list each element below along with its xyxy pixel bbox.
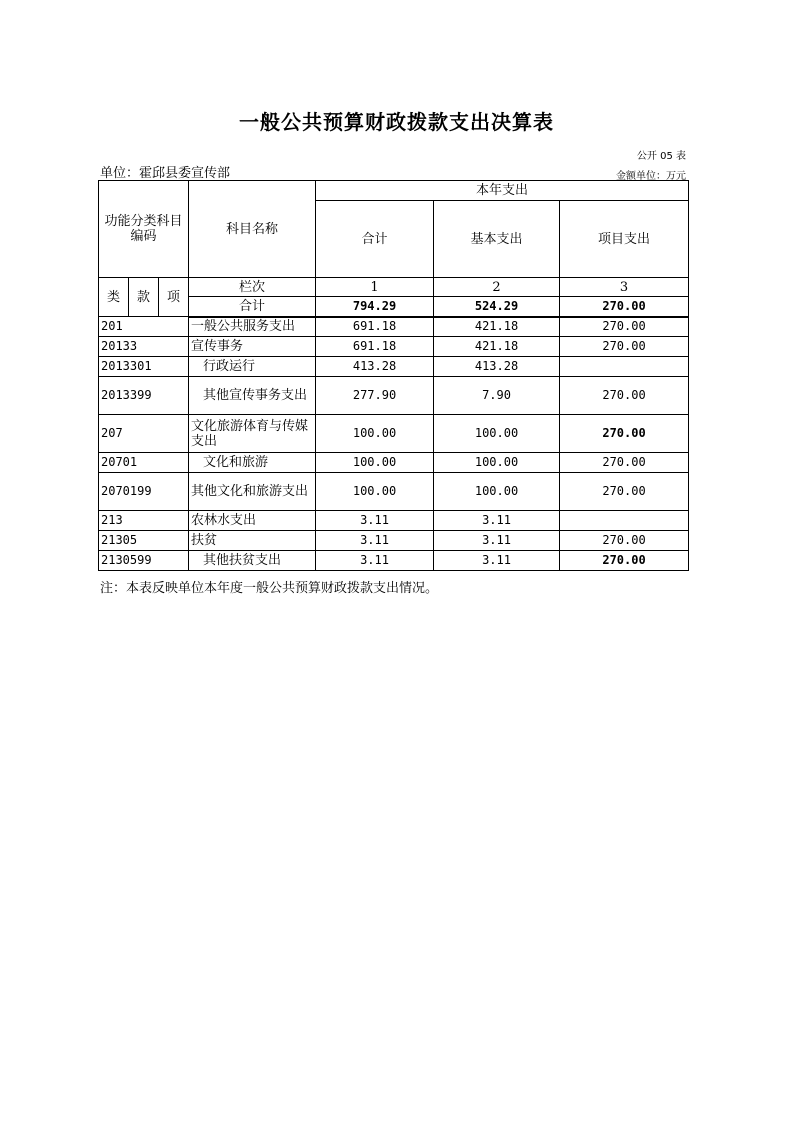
row-total: 277.90 (316, 377, 434, 415)
form-number: 公开 05 表 (636, 151, 686, 162)
table-row (99, 415, 689, 453)
row-basic: 100.00 (434, 453, 560, 473)
table-row (99, 357, 689, 377)
table-row (99, 551, 689, 571)
row-total: 691.18 (316, 317, 434, 337)
row-name: 文化和旅游 (189, 453, 316, 473)
row-project: 270.00 (560, 415, 689, 453)
total-row-basic: 524.29 (434, 297, 560, 317)
header-total: 合计 (316, 201, 434, 278)
total-row-project: 270.00 (560, 297, 689, 317)
row-basic: 7.90 (434, 377, 560, 415)
row-total: 413.28 (316, 357, 434, 377)
total-row-label: 合计 (189, 297, 316, 317)
total-row-total: 794.29 (316, 297, 434, 317)
row-code: 21305 (99, 531, 189, 551)
row-code: 213 (99, 511, 189, 531)
row-name: 其他扶贫支出 (189, 551, 316, 571)
table-row (99, 317, 689, 337)
row-basic: 100.00 (434, 473, 560, 511)
expenditure-table (98, 180, 689, 571)
row-total: 691.18 (316, 337, 434, 357)
col-no-1: 1 (316, 278, 434, 297)
header-subject-name: 科目名称 (189, 181, 316, 278)
table-note: 注：本表反映单位本年度一般公共预算财政拨款支出情况。 (100, 581, 439, 596)
header-xiang: 项 (159, 278, 189, 317)
header-lei: 类 (99, 278, 129, 317)
col-no-3: 3 (560, 278, 689, 297)
row-basic: 3.11 (434, 511, 560, 531)
header-year-expense: 本年支出 (316, 181, 689, 201)
row-project: 270.00 (560, 551, 689, 571)
row-basic: 100.00 (434, 415, 560, 453)
row-name: 一般公共服务支出 (189, 317, 316, 337)
row-basic: 413.28 (434, 357, 560, 377)
row-total: 3.11 (316, 551, 434, 571)
reporting-unit: 单位：霍邱县委宣传部 (100, 166, 231, 181)
row-basic: 421.18 (434, 337, 560, 357)
row-name: 扶贫 (189, 531, 316, 551)
row-project: 270.00 (560, 317, 689, 337)
table-row (99, 511, 689, 531)
row-project (560, 357, 689, 377)
row-name: 宣传事务 (189, 337, 316, 357)
row-project (560, 511, 689, 531)
row-project: 270.00 (560, 531, 689, 551)
row-code: 20701 (99, 453, 189, 473)
table-row (99, 377, 689, 415)
row-code: 201 (99, 317, 189, 337)
table-row (99, 473, 689, 511)
header-column-no: 栏次 (189, 278, 316, 297)
page-title: 一般公共预算财政拨款支出决算表 (239, 110, 554, 134)
row-total: 100.00 (316, 473, 434, 511)
row-basic: 421.18 (434, 317, 560, 337)
row-code: 2013301 (99, 357, 189, 377)
row-project: 270.00 (560, 473, 689, 511)
amount-unit: 金额单位：万元 (616, 171, 686, 182)
header-kuan: 款 (129, 278, 159, 317)
row-name: 其他文化和旅游支出 (189, 473, 316, 511)
row-name: 行政运行 (189, 357, 316, 377)
row-code: 2130599 (99, 551, 189, 571)
table-row (99, 531, 689, 551)
header-func-code: 功能分类科目编码 (99, 181, 189, 278)
row-total: 100.00 (316, 453, 434, 473)
row-basic: 3.11 (434, 531, 560, 551)
row-basic: 3.11 (434, 551, 560, 571)
row-total: 3.11 (316, 531, 434, 551)
table-row (99, 337, 689, 357)
row-project: 270.00 (560, 453, 689, 473)
row-code: 2013399 (99, 377, 189, 415)
row-code: 2070199 (99, 473, 189, 511)
header-project: 项目支出 (560, 201, 689, 278)
row-project: 270.00 (560, 377, 689, 415)
row-name: 农林水支出 (189, 511, 316, 531)
col-no-2: 2 (434, 278, 560, 297)
row-total: 3.11 (316, 511, 434, 531)
header-basic: 基本支出 (434, 201, 560, 278)
table-row (99, 453, 689, 473)
row-project: 270.00 (560, 337, 689, 357)
row-name: 文化旅游体育与传媒支出 (189, 415, 316, 453)
row-name: 其他宣传事务支出 (189, 377, 316, 415)
row-code: 20133 (99, 337, 189, 357)
row-code: 207 (99, 415, 189, 453)
row-total: 100.00 (316, 415, 434, 453)
